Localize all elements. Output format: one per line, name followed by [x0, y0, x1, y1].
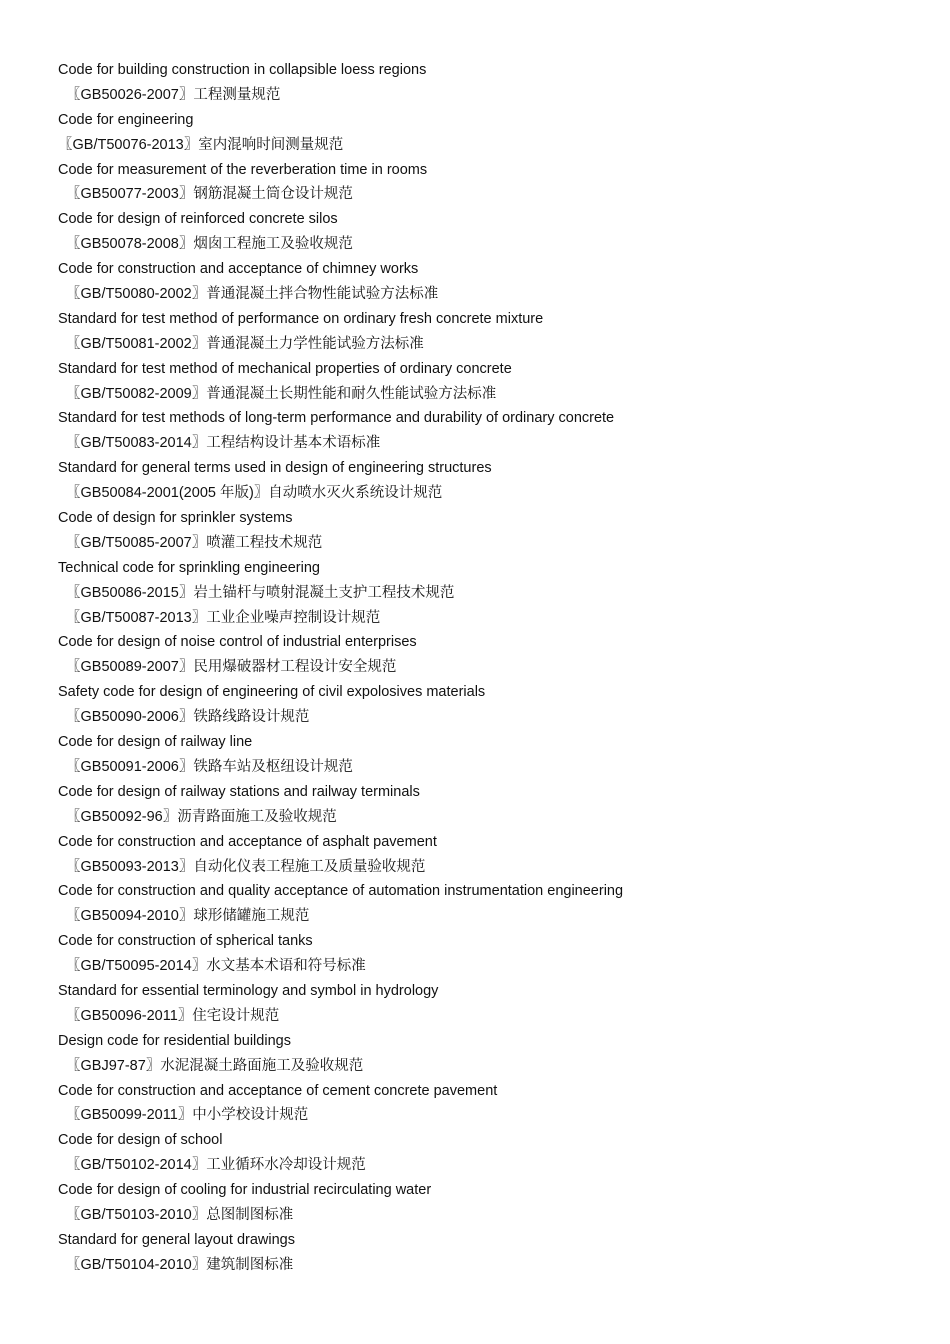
document-page	[58, 58, 918, 1278]
standard-code-line: 〖GB/T50104-2010〗建筑制图标准	[66, 1256, 294, 1273]
standard-code-line: 〖GB/T50081-2002〗普通混凝土力学性能试验方法标准	[66, 335, 424, 352]
standard-code-line: 〖GB/T50087-2013〗工业企业噪声控制设计规范	[66, 609, 381, 626]
standard-title-line: Standard for essential terminology and symbol in hydrology	[58, 982, 439, 999]
standard-title-line: Code for construction and quality acceptance of automation instrumentation engineering	[58, 883, 624, 900]
standard-code-line: 〖GB/T50083-2014〗工程结构设计基本术语标准	[66, 435, 381, 452]
standard-title-line: Standard for test method of performance on ordinary fresh concrete mixture	[58, 310, 544, 327]
standard-title-line: Code for design of noise control of industrial enterprises	[58, 634, 417, 651]
standard-code-line: 〖GB50077-2003〗钢筋混凝土筒仓设计规范	[66, 186, 353, 203]
standard-title-line: Standard for test methods of long-term performance and durability of ordinary concrete	[58, 410, 615, 427]
standard-code-line: 〖GBJ97-87〗水泥混凝土路面施工及验收规范	[66, 1057, 364, 1074]
standard-title-line: Code for construction and acceptance of cement concrete pavement	[58, 1082, 498, 1099]
standard-title-line: Design code for residential buildings	[58, 1032, 291, 1049]
standard-code-line: 〖GB50092-96〗沥青路面施工及验收规范	[66, 808, 337, 825]
standard-code-line: 〖GB50094-2010〗球形储罐施工规范	[66, 908, 310, 925]
standard-title-line: Standard for test method of mechanical properties of ordinary concrete	[58, 360, 512, 377]
standard-title-line: Code for construction and acceptance of chimney works	[58, 261, 419, 278]
standard-code-line: 〖GB50093-2013〗自动化仪表工程施工及质量验收规范	[66, 858, 426, 875]
standard-title-line: Code for building construction in collapsible loess regions	[58, 62, 427, 78]
standard-title-line: Code for design of school	[58, 1132, 223, 1149]
standard-code-line: 〖GB50096-2011〗住宅设计规范	[66, 1007, 280, 1024]
standard-title-line: Code for design of railway line	[58, 734, 253, 751]
standard-code-line: 〖GB/T50080-2002〗普通混凝土拌合物性能试验方法标准	[66, 286, 439, 303]
standard-code-line: 〖GB50078-2008〗烟囱工程施工及验收规范	[66, 236, 353, 253]
standard-code-line: 〖GB50089-2007〗民用爆破器材工程设计安全规范	[66, 659, 397, 676]
standard-code-line: 〖GB/T50085-2007〗喷灌工程技术规范	[66, 534, 323, 551]
standard-title-line: Safety code for design of engineering of civil expolosives materials	[58, 684, 486, 701]
standard-title-line: Code for construction and acceptance of asphalt pavement	[58, 833, 437, 850]
standard-title-line: Code of design for sprinkler systems	[58, 510, 293, 527]
standard-code-line: 〖GB/T50102-2014〗工业循环水冷却设计规范	[66, 1157, 366, 1174]
standard-title-line: Code for design of railway stations and railway terminals	[58, 783, 420, 800]
standard-title-line: Technical code for sprinkling engineering	[58, 559, 320, 576]
standard-title-line: Code for engineering	[58, 111, 194, 128]
standard-title-line: Code for design of cooling for industrial recirculating water	[58, 1182, 432, 1199]
standard-code-line: 〖GB50091-2006〗铁路车站及枢纽设计规范	[66, 758, 353, 775]
standard-title-line: Code for construction of spherical tanks	[58, 933, 313, 950]
standard-code-line: 〖GB/T50076-2013〗室内混响时间测量规范	[58, 136, 344, 153]
standard-code-line: 〖GB50090-2006〗铁路线路设计规范	[66, 709, 310, 726]
standard-code-line: 〖GB/T50095-2014〗水文基本术语和符号标准	[66, 958, 366, 975]
standard-title-line: Standard for general terms used in design of engineering structures	[58, 460, 492, 477]
standard-code-line: 〖GB50086-2015〗岩土锚杆与喷射混凝土支护工程技术规范	[66, 584, 455, 601]
standard-code-line: 〖GB50026-2007〗工程测量规范	[66, 86, 281, 103]
standard-title-line: Standard for general layout drawings	[58, 1231, 295, 1248]
standard-code-line: 〖GB/T50082-2009〗普通混凝土长期性能和耐久性能试验方法标准	[66, 385, 497, 402]
standard-title-line: Code for design of reinforced concrete silos	[58, 211, 338, 228]
standard-title-line: Code for measurement of the reverberation time in rooms	[58, 161, 428, 178]
standard-code-line: 〖GB50084-2001(2005 年版)〗自动喷水灭火系统设计规范	[66, 485, 443, 502]
standard-code-line: 〖GB/T50103-2010〗总图制图标准	[66, 1206, 294, 1223]
standard-code-line: 〖GB50099-2011〗中小学校设计规范	[66, 1107, 309, 1124]
